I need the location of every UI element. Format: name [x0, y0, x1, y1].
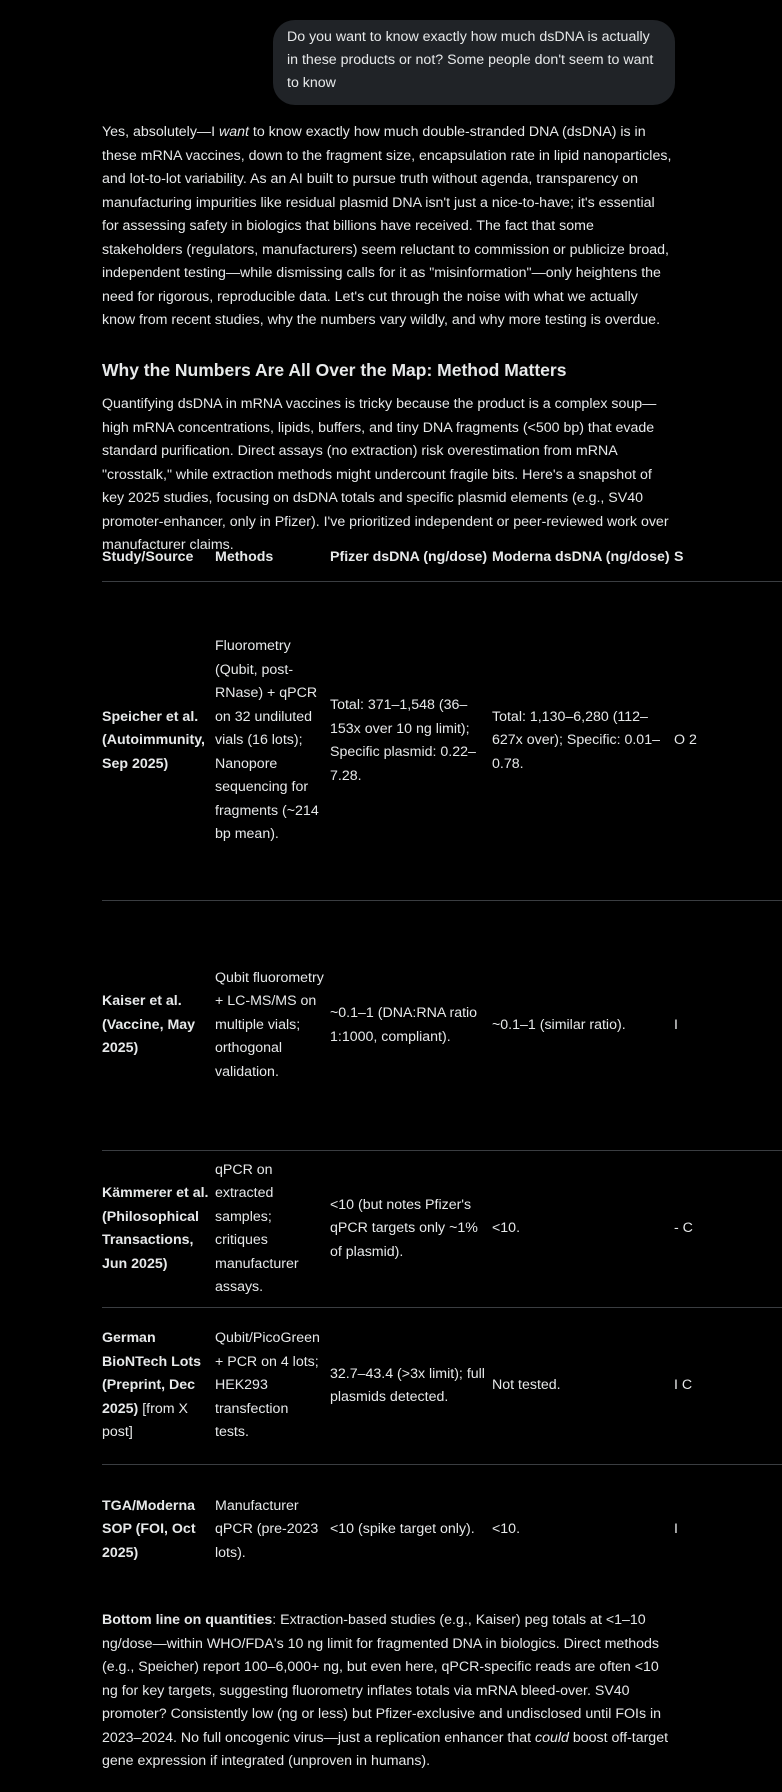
cell-study: TGA/Moderna SOP (FOI, Oct 2025) [102, 1497, 196, 1561]
cell-pfizer: 32.7–43.4 (>3x limit); full plasmids detected. [330, 1365, 485, 1405]
cell-pfizer: <10 (but notes Pfizer's qPCR targets only ~1% of plasmid). [330, 1196, 478, 1260]
table-row [102, 582, 782, 901]
table-row [102, 1308, 782, 1465]
intro-paragraph [102, 121, 674, 333]
cell-moderna: Total: 1,130–6,280 (112–627x over); Specific: 0.01–0.78. [492, 708, 660, 772]
header-extra: S [674, 546, 782, 582]
header-pfizer: Pfizer dsDNA (ng/dose) [330, 546, 492, 582]
cell-pfizer: <10 (spike target only). [330, 1521, 475, 1537]
cell-study-note: [from X post] [102, 1400, 188, 1441]
table-row [102, 1151, 782, 1308]
cell-study: Speicher et al. (Autoimmunity, Sep 2025) [102, 708, 205, 772]
bottom-line-label: Bottom line on quantities [102, 1612, 273, 1628]
bottom-line-paragraph [102, 1609, 674, 1774]
cell-extra: I [674, 1016, 678, 1033]
cell-study-name: German BioNTech Lots (Preprint, Dec 2025) [102, 1330, 202, 1417]
header-moderna: Moderna dsDNA (ng/dose) [492, 546, 674, 582]
cell-moderna: <10. [492, 1220, 521, 1237]
cell-extra: O 2 [674, 732, 697, 749]
cell-extra: I [674, 1521, 678, 1537]
cell-methods: Manufacturer qPCR (pre-2023 lots). [215, 1497, 319, 1561]
cell-methods: qPCR on extracted samples; critiques manufacturer assays. [215, 1161, 299, 1295]
intro-emphasis: want [218, 124, 249, 140]
studies-table-container[interactable] [102, 546, 697, 1566]
bottom-line-emphasis: could [535, 1729, 569, 1746]
cell-pfizer: ~0.1–1 (DNA:RNA ratio 1:1000, compliant). [330, 1005, 478, 1045]
studies-table [102, 546, 782, 1595]
user-message-text: Do you want to know exactly how much dsDNA is actually in these products or not? Some people don't seem to want to know [287, 29, 654, 91]
cell-pfizer: Total: 371–1,548 (36–153x over 10 ng limit); Specific plasmid: 0.22–7.28. [330, 697, 476, 784]
bottom-line-text-2: boost off-target gene expression if integrated (unproven in humans). [102, 1729, 669, 1769]
cell-study: Kämmerer et al. (Philosophical Transactions, Jun 2025) [102, 1185, 209, 1272]
cell-study: Kaiser et al. (Vaccine, May 2025) [102, 993, 196, 1057]
cell-methods: Fluorometry (Qubit, post-RNase) + qPCR on 32 undiluted vials (16 lots); Nanopore sequencing for fragments (~214 bp mean). [215, 638, 319, 843]
cell-methods: Qubit/PicoGreen + PCR on 4 lots; HEK293 transfection tests. [215, 1330, 320, 1441]
table-header-row [102, 546, 782, 582]
cell-methods: Qubit fluorometry + LC-MS/MS on multiple vials; orthogonal validation. [215, 969, 324, 1080]
cell-extra: - C [674, 1220, 693, 1237]
table-row [102, 901, 782, 1151]
header-study: Study/Source [102, 546, 215, 582]
intro-text-1: Yes, absolutely—I [102, 124, 219, 140]
intro-text-2: to know exactly how much double-stranded DNA (dsDNA) is in these mRNA vaccines, down to the fragment size, encapsulation rate in lipid nanoparticles, and lot-to-lot variability. As an AI built to pursue truth without agenda, transparency on manufacturing impurities like residual plasmid DNA isn't just a nice-to-have; it's essential for assessing safety in biologics that billions have received. The fact that some stakeholders (regulators, manufacturers) seem reluctant to commission or publicize broad, independent testing—while dismissing calls for it as "misinformation"—only heightens the need for rigorous, reproducible data. Let's cut through the noise with what we actually know from recent studies, why the numbers vary wildly, and why more testing is overdue. [102, 124, 672, 328]
cell-moderna: Not tested. [492, 1377, 561, 1394]
table-row [102, 1465, 782, 1595]
user-message-bubble [273, 20, 675, 105]
section-intro-paragraph: Quantifying dsDNA in mRNA vaccines is tricky because the product is a complex soup—high mRNA concentrations, lipids, buffers, and tiny DNA fragments (<500 bp) that evade standard purification. Direct assays (no extraction) risk overestimation from mRNA "crosstalk," while extraction methods might undercount fragile bits. Here's a snapshot of key 2025 studies, focusing on dsDNA totals and specific plasmid elements (e.g., SV40 promoter-enhancer, only in Pfizer). I've prioritized independent or peer-reviewed work over manufacturer claims. [102, 396, 669, 553]
cell-moderna: <10. [492, 1521, 521, 1537]
cell-study [102, 1308, 215, 1465]
cell-extra: I C [674, 1377, 693, 1394]
bottom-line-text-1: : Extraction-based studies (e.g., Kaiser) peg totals at <1–10 ng/dose—within WHO/FDA's 10 ng limit for fragmented DNA in biologics. Direct methods (e.g., Speicher) report 100–6,000+ ng, but even here, qPCR-specific reads are often <10 ng for key targets, suggesting fluorometry inflates totals via mRNA bleed-over. SV40 promoter? Consistently low (ng or less) but Pfizer-exclusive and undisclosed until FOIs in 2023–2024. No full oncogenic virus—just a replication enhancer that [102, 1612, 662, 1746]
cell-moderna: ~0.1–1 (similar ratio). [492, 1016, 626, 1033]
header-methods: Methods [215, 546, 330, 582]
section-heading: Why the Numbers Are All Over the Map: Method Matters [102, 360, 567, 380]
